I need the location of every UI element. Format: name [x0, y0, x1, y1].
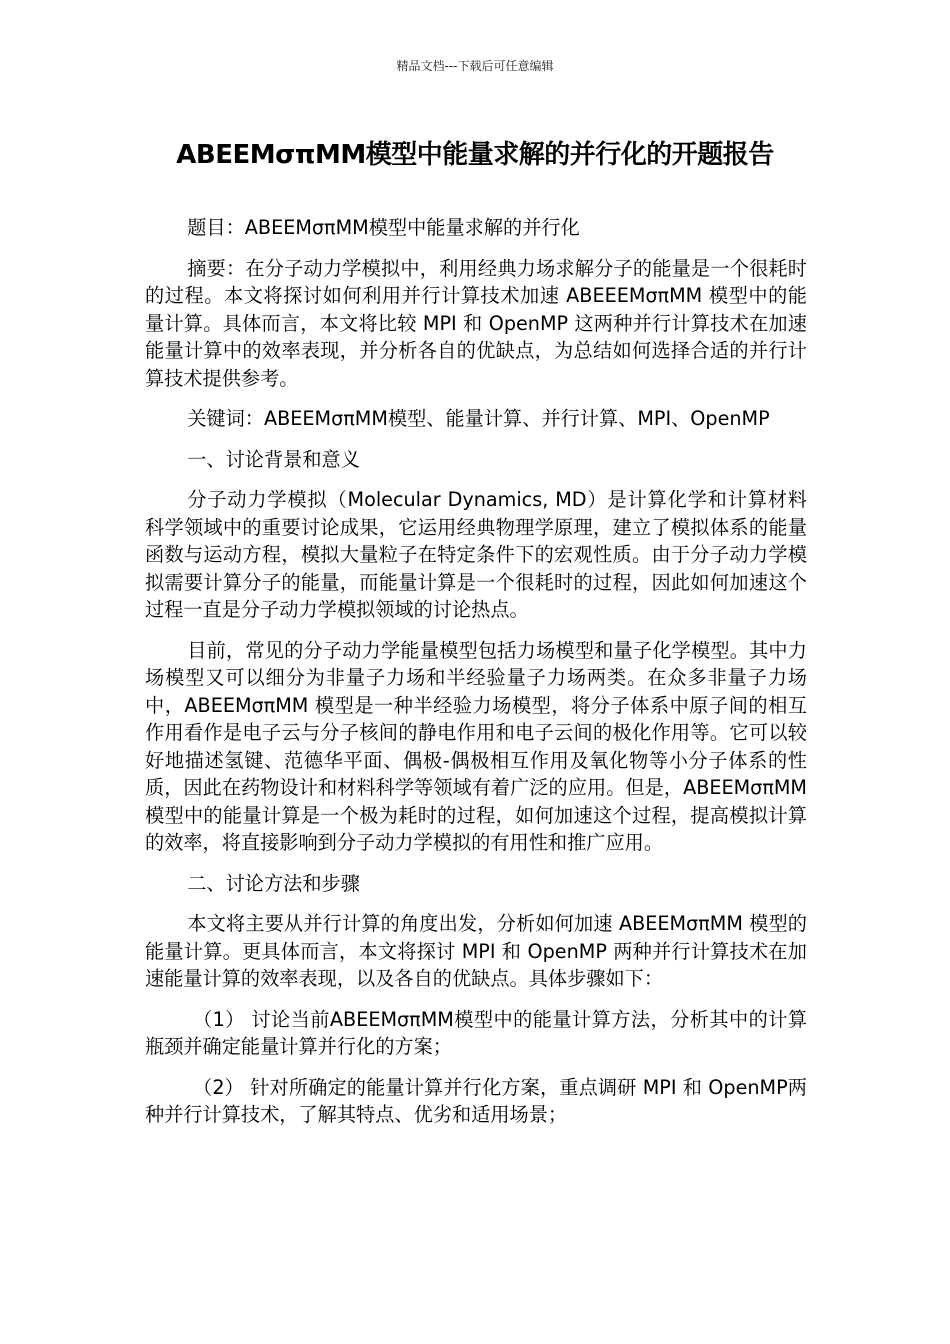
- step-item-2: （2） 针对所确定的能量计算并行化方案，重点调研 MPI 和 OpenMP两种并行计算技术，了解其特点、优劣和适用场景；: [145, 1075, 807, 1126]
- keywords-paragraph: 关键词：ABEEMσπMM模型、能量计算、并行计算、MPI、OpenMP: [187, 407, 770, 430]
- methods-paragraph-1: 本文将主要从并行计算的角度出发，分析如何加速 ABEEMσπMM 模型的能量计算。更具体而言，本文将探讨 MPI 和 OpenMP 两种并行计算技术在加速能量计算的效率表现，以及各自的优缺点。具体步骤如下：: [145, 912, 807, 990]
- section-heading-background: 一、讨论背景和意义: [187, 447, 360, 471]
- background-paragraph-2: 目前，常见的分子动力学能量模型包括力场模型和量子化学模型。其中力场模型又可以细分为非量子力场和半经验量子力场两类。在众多非量子力场中，ABEEMσπMM 模型是一种半经验力场模型，将分子体系中原子间的相互作用看作是电子云与分子核间的静电作用和电子云间的极化作用等。它可以较好地描述氢键、范德华平面、偶极-偶极相互作用及氧化物等小分子体系的性质，因此在药物设计和材料科学等领域有着广泛的应用。但是，ABEEMσπMM 模型中的能量计算是一个极为耗时的过程，如何加速这个过程，提高模拟计算的效率，将直接影响到分子动力学模拟的有用性和推广应用。: [145, 638, 807, 854]
- document-body: [145, 214, 807, 1142]
- header-note: 精品文档---下载后可任意编辑: [396, 59, 554, 73]
- section-heading-methods: 二、讨论方法和步骤: [187, 871, 360, 895]
- background-paragraph-1: 分子动力学模拟（Molecular Dynamics, MD）是计算化学和计算材料科学领域中的重要讨论成果，它运用经典物理学原理，建立了模拟体系的能量函数与运动方程，模拟大量粒子在特定条件下的宏观性质。由于分子动力学模拟需要计算分子的能量，而能量计算是一个很耗时的过程，因此如何加速这个过程一直是分子动力学模拟领域的讨论热点。: [145, 488, 807, 621]
- document-title: ABEEMσπMM模型中能量求解的并行化的开题报告: [176, 140, 774, 170]
- topic-paragraph: 题目：ABEEMσπMM模型中能量求解的并行化: [187, 216, 580, 239]
- step-item-1: （1） 讨论当前ABEEMσπMM模型中的能量计算方法，分析其中的计算瓶颈并确定能量计算并行化的方案；: [145, 1007, 807, 1058]
- abstract-paragraph: 摘要：在分子动力学模拟中，利用经典力场求解分子的能量是一个很耗时的过程。本文将探讨如何利用并行计算技术加速 ABEEEMσπMM 模型中的能量计算。具体而言，本文将比较 MPI 和 OpenMP 这两种并行计算技术在加速能量计算中的效率表现，并分析各自的优缺点，为总结如何选择合适的并行计算技术提供参考。: [145, 256, 807, 390]
